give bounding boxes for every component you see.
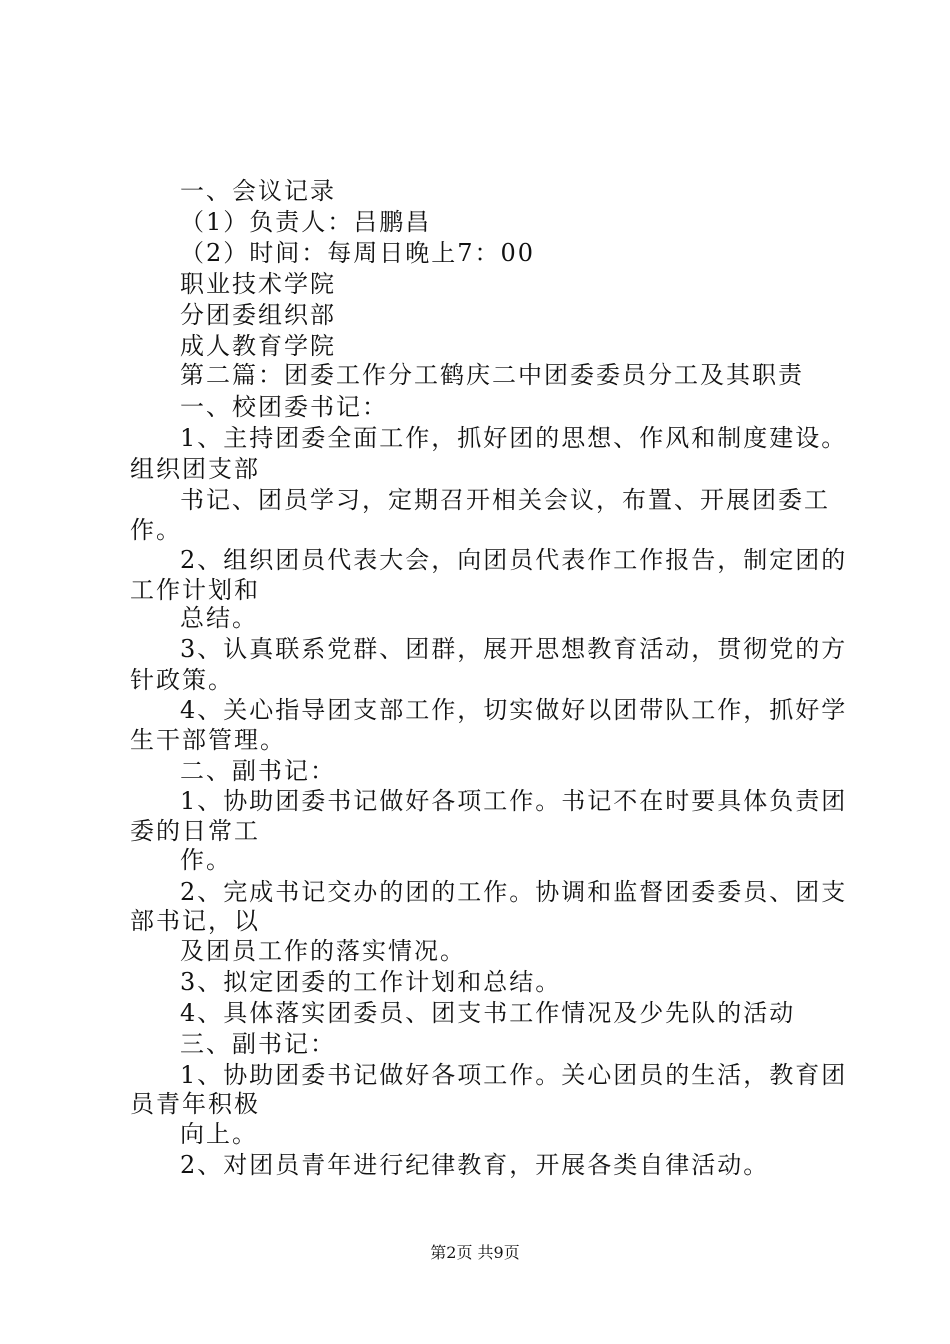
text-line: （2）时间：每周日晚上7：00 <box>180 239 536 267</box>
text-line: 三、副书记： <box>180 1030 336 1058</box>
text-line: 针政策。 <box>130 666 234 694</box>
text-line: 2、对团员青年进行纪律教育，开展各类自律活动。 <box>180 1151 770 1179</box>
text-line: 一、校团委书记： <box>180 393 388 421</box>
text-line: 4、关心指导团支部工作，切实做好以团带队工作，抓好学 <box>180 696 848 724</box>
text-line: 分团委组织部 <box>180 301 336 329</box>
text-line: 生干部管理。 <box>130 726 286 754</box>
text-line: 向上。 <box>180 1120 258 1148</box>
text-line: 员青年积极 <box>130 1090 260 1118</box>
text-line: 作。 <box>180 846 232 874</box>
text-line: 1、主持团委全面工作，抓好团的思想、作风和制度建设。 <box>180 424 848 452</box>
section-heading: 第二篇：团委工作分工鹤庆二中团委委员分工及其职责 <box>180 361 804 389</box>
text-line: 一、会议记录 <box>180 177 336 205</box>
text-line: （1）负责人：吕鹏昌 <box>180 208 432 236</box>
page-number-footer: 第2页 共9页 <box>430 1243 520 1262</box>
text-line: 组织团支部 <box>130 455 260 483</box>
text-line: 1、协助团委书记做好各项工作。关心团员的生活，教育团 <box>180 1061 848 1089</box>
text-line: 2、完成书记交办的团的工作。协调和监督团委委员、团支 <box>180 878 848 906</box>
text-line: 职业技术学院 <box>180 270 336 298</box>
text-line: 二、副书记： <box>180 757 336 785</box>
text-line: 4、具体落实团委员、团支书工作情况及少先队的活动 <box>180 999 796 1027</box>
text-line: 书记、团员学习，定期召开相关会议，布置、开展团委工 <box>180 486 830 514</box>
text-line: 作。 <box>130 516 182 544</box>
text-line: 委的日常工 <box>130 817 260 845</box>
text-line: 总结。 <box>180 604 258 632</box>
text-line: 工作计划和 <box>130 576 260 604</box>
text-line: 3、拟定团委的工作计划和总结。 <box>180 968 562 996</box>
text-line: 3、认真联系党群、团群，展开思想教育活动，贯彻党的方 <box>180 635 848 663</box>
text-line: 1、协助团委书记做好各项工作。书记不在时要具体负责团 <box>180 787 848 815</box>
text-line: 成人教育学院 <box>180 332 336 360</box>
text-line: 及团员工作的落实情况。 <box>180 937 466 965</box>
text-line: 部书记，以 <box>130 907 260 935</box>
text-line: 2、组织团员代表大会，向团员代表作工作报告，制定团的 <box>180 546 848 574</box>
